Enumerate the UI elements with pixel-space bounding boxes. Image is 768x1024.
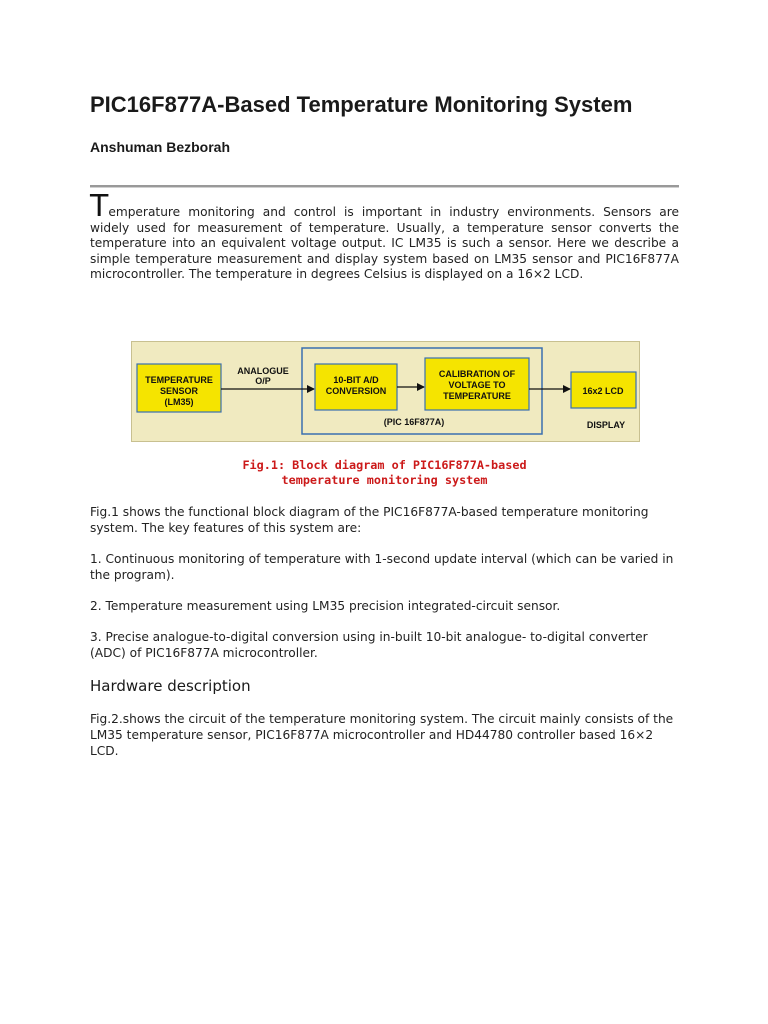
author-name: Anshuman Bezborah	[90, 139, 231, 155]
page-title: PIC16F877A-Based Temperature Monitoring System	[90, 92, 633, 117]
section-heading-hardware: Hardware description	[90, 677, 251, 695]
intro-text: emperature monitoring and control is important in industry environments. Sensors are widely used for measurement of temperature. Usually, a temperature sensor converts the temperature into an equivalent voltage output. IC LM35 is such a sensor. Here we describe a simple temperature measurement and display system based on LM35 sensor and PIC16F877A microcontroller. The temperature in degrees Celsius is displayed on a 16×2 LCD.	[90, 205, 679, 281]
analogue-label-1: ANALOGUE	[237, 366, 289, 376]
block-diagram-svg	[132, 342, 639, 441]
block-diagram	[131, 341, 640, 442]
adc-label-2: CONVERSION	[325, 386, 387, 396]
analogue-label-2: O/P	[255, 376, 271, 386]
divider	[90, 185, 679, 188]
caption-line-2: temperature monitoring system	[281, 473, 488, 487]
feature-item-3: 3. Precise analogue-to-digital conversion using in-built 10-bit analogue- to-digital converter (ADC) of PIC16F877A microcontroller.	[90, 630, 648, 660]
fig1-paragraph: Fig.1 shows the functional block diagram of the PIC16F877A-based temperature monitoring system. The key features of this system are:	[90, 505, 649, 535]
feature-item-2: 2. Temperature measurement using LM35 precision integrated-circuit sensor.	[90, 599, 561, 613]
sensor-label-3: (LM35)	[164, 397, 194, 407]
sensor-label-2: SENSOR	[159, 386, 199, 396]
calib-label-2: VOLTAGE TO	[448, 380, 506, 390]
drop-cap: T	[90, 189, 109, 224]
sensor-label-1: TEMPERATURE	[145, 375, 213, 385]
caption-line-1: Fig.1: Block diagram of PIC16F877A-based	[242, 458, 527, 472]
calib-label-3: TEMPERATURE	[443, 391, 511, 401]
adc-label-1: 10-BIT A/D	[333, 375, 379, 385]
display-label: DISPLAY	[586, 420, 626, 430]
hardware-paragraph: Fig.2.shows the circuit of the temperature monitoring system. The circuit mainly consists of the LM35 temperature sensor, PIC16F877A microcontroller and HD44780 controller based 16×2 LCD.	[90, 712, 674, 758]
calib-label-1: CALIBRATION OF	[438, 369, 516, 379]
feature-item-1: 1. Continuous monitoring of temperature with 1-second update interval (which can be varied in the program).	[90, 552, 674, 582]
lcd-label: 16x2 LCD	[582, 386, 624, 396]
intro-paragraph	[90, 189, 679, 283]
figure-caption	[90, 458, 679, 488]
pic-label: (PIC 16F877A)	[383, 417, 445, 427]
